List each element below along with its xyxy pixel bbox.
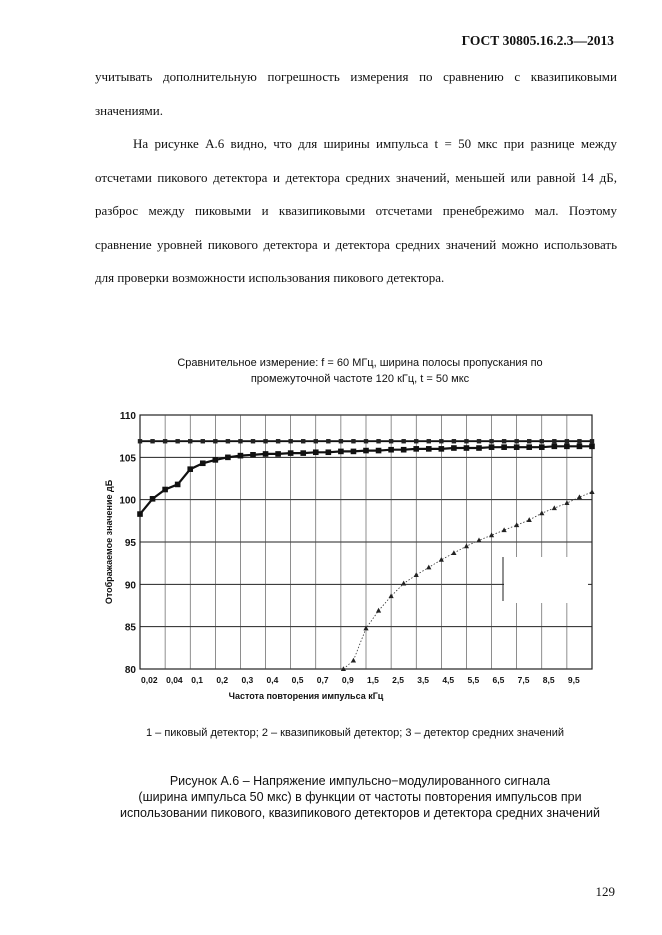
series-3-point xyxy=(389,593,394,598)
series-2-point xyxy=(552,444,558,450)
series-1-point xyxy=(263,439,267,443)
series-2-point xyxy=(137,511,143,517)
series-2-point xyxy=(401,447,407,453)
x-tick-label: 2,5 xyxy=(392,675,404,685)
y-axis-label: Отображаемое значение дБ xyxy=(104,479,114,605)
caption-line-1: Рисунок А.6 – Напряжение импульсно−модулированного сигнала xyxy=(169,774,551,788)
series-3-point xyxy=(539,510,544,515)
series-2-point xyxy=(489,444,495,450)
series-2-point xyxy=(514,444,520,450)
series-2-point xyxy=(376,448,382,454)
x-tick-label: 5,5 xyxy=(467,675,480,685)
series-3-point xyxy=(376,608,381,613)
y-tick-label: 90 xyxy=(124,580,136,592)
series-3-point xyxy=(401,581,406,586)
series-1-point xyxy=(150,439,154,443)
page-number: 129 xyxy=(595,884,615,899)
series-2-point xyxy=(451,445,457,451)
x-tick-label: 7,5 xyxy=(517,675,530,685)
paragraph-2: На рисунке А.6 видно, что для ширины импульса t = 50 мкс при разнице между отсчетами пикового детектора и детектора средних значений, меньшей или равной 14 дБ, разброс между пиковыми и квазипиковыми отсчетами пренебрежимо мал. Поэтому сравнение уровней пикового детектора и детектора средних значений можно использовать для проверки возможности использования пикового детектора. xyxy=(95,136,617,285)
series-2-point xyxy=(476,445,482,451)
y-tick-label: 80 xyxy=(124,665,136,676)
chart-title-line-2: промежуточной частоте 120 кГц, t = 50 мкс xyxy=(250,373,470,385)
legend-text: 1 – пиковый детектор; 2 – квазипиковый детектор; 3 – детектор средних значений xyxy=(145,727,564,739)
series-3-point xyxy=(426,565,431,570)
series-2-point xyxy=(238,453,244,459)
series-2-point xyxy=(288,450,294,456)
series-2-point xyxy=(263,451,269,457)
series-3-point xyxy=(589,489,594,494)
x-tick-label: 8,5 xyxy=(542,675,555,685)
series-2-point xyxy=(589,444,595,450)
series-1-point xyxy=(427,439,431,443)
series-3-point xyxy=(414,572,419,577)
series-1-point xyxy=(163,439,167,443)
series-3-point xyxy=(552,505,557,510)
series-2-point xyxy=(526,444,532,450)
series-1-point xyxy=(389,439,393,443)
series-2-point xyxy=(250,452,256,458)
series-2-point xyxy=(426,446,432,452)
series-1-point xyxy=(514,439,518,443)
series-2-point xyxy=(175,482,181,488)
series-2-point xyxy=(300,450,306,456)
series-2-point xyxy=(363,448,369,454)
series-1-point xyxy=(464,439,468,443)
series-1-point xyxy=(251,439,255,443)
white-box-overlay xyxy=(504,557,588,603)
x-tick-label: 0,3 xyxy=(241,675,254,685)
series-1-point xyxy=(552,439,556,443)
series-3-point xyxy=(451,550,456,555)
series-2-point xyxy=(501,444,507,450)
series-1-point xyxy=(314,439,318,443)
series-1-point xyxy=(238,439,242,443)
series-1-point xyxy=(364,439,368,443)
series-1-point xyxy=(401,439,405,443)
series-1-point xyxy=(188,439,192,443)
series-2-point xyxy=(577,444,583,450)
series-1-point xyxy=(339,439,343,443)
x-tick-label: 0,02 xyxy=(141,675,158,685)
x-tick-label: 1,5 xyxy=(367,675,379,685)
series-1-point xyxy=(138,439,142,443)
series-1-point xyxy=(414,439,418,443)
series-1-point xyxy=(527,439,531,443)
series-1-point xyxy=(590,439,594,443)
series-1-point xyxy=(351,439,355,443)
x-tick-label: 0,9 xyxy=(341,675,354,685)
x-tick-label: 0,2 xyxy=(216,675,229,685)
series-2-point xyxy=(539,444,545,450)
x-tick-label: 0,4 xyxy=(266,675,279,685)
series-2-point xyxy=(464,445,470,451)
y-tick-label: 85 xyxy=(124,622,136,634)
series-1-point xyxy=(376,439,380,443)
figure-caption xyxy=(80,773,640,821)
y-tick-label: 100 xyxy=(119,495,136,507)
x-tick-label: 0,1 xyxy=(191,675,204,685)
document-header: ГОСТ 30805.16.2.3—2013 xyxy=(461,33,614,48)
x-axis-label: Частота повторения импульса кГц xyxy=(228,691,384,701)
series-2-point xyxy=(388,447,394,453)
series-1-point xyxy=(439,439,443,443)
x-tick-label: 0,5 xyxy=(291,675,304,685)
series-2-point xyxy=(225,455,231,461)
series-2-point xyxy=(200,460,206,466)
series-1-point xyxy=(326,439,330,443)
series-2-point xyxy=(564,444,570,450)
series-1-point xyxy=(301,439,305,443)
series-3-point xyxy=(439,557,444,562)
series-2-point xyxy=(313,449,319,455)
x-tick-label: 4,5 xyxy=(442,675,455,685)
series-1-point xyxy=(276,439,280,443)
chart-title-line-1: Сравнительное измерение: f = 60 МГц, ширина полосы пропускания по xyxy=(177,357,543,369)
series-1-point xyxy=(577,439,581,443)
y-tick-label: 95 xyxy=(124,538,136,549)
series-1-point xyxy=(213,439,217,443)
x-tick-label: 9,5 xyxy=(567,675,580,685)
series-1-point xyxy=(175,439,179,443)
series-1-point xyxy=(489,439,493,443)
series-1-point xyxy=(477,439,481,443)
y-tick-label: 110 xyxy=(119,411,136,422)
series-1-point xyxy=(452,439,456,443)
series-3-point xyxy=(464,543,469,548)
y-tick-label: 105 xyxy=(119,453,136,465)
series-2-point xyxy=(338,449,344,455)
series-2-point xyxy=(439,446,445,452)
series-2-point xyxy=(150,496,156,502)
series-1-point xyxy=(201,439,205,443)
series-3-point xyxy=(351,658,356,663)
series-1-point xyxy=(502,439,506,443)
series-2-point xyxy=(213,457,219,463)
paragraph-1: учитывать дополнительную погрешность измерения по сравнению с квазипиковыми значениями. xyxy=(95,69,617,118)
x-tick-label: 3,5 xyxy=(417,675,430,685)
series-1-point xyxy=(288,439,292,443)
caption-line-2: (ширина импульса 50 мкс) в функции от частоты повторения импульсов при xyxy=(138,790,582,804)
x-tick-label: 0,04 xyxy=(166,675,183,685)
series-2-point xyxy=(326,449,332,455)
x-tick-label: 0,7 xyxy=(316,675,329,685)
series-2-point xyxy=(187,466,193,472)
series-2-point xyxy=(351,449,357,455)
series-1-point xyxy=(565,439,569,443)
series-2-point xyxy=(413,446,419,452)
series-1-point xyxy=(226,439,230,443)
x-tick-label: 6,5 xyxy=(492,675,505,685)
series-3-point xyxy=(527,517,532,522)
chart-plot xyxy=(104,411,595,701)
series-2-point xyxy=(275,451,281,457)
series-1-point xyxy=(540,439,544,443)
series-2-point xyxy=(162,487,168,493)
caption-line-3: использовании пикового, квазипикового детекторов и детектора средних значений xyxy=(119,806,601,820)
